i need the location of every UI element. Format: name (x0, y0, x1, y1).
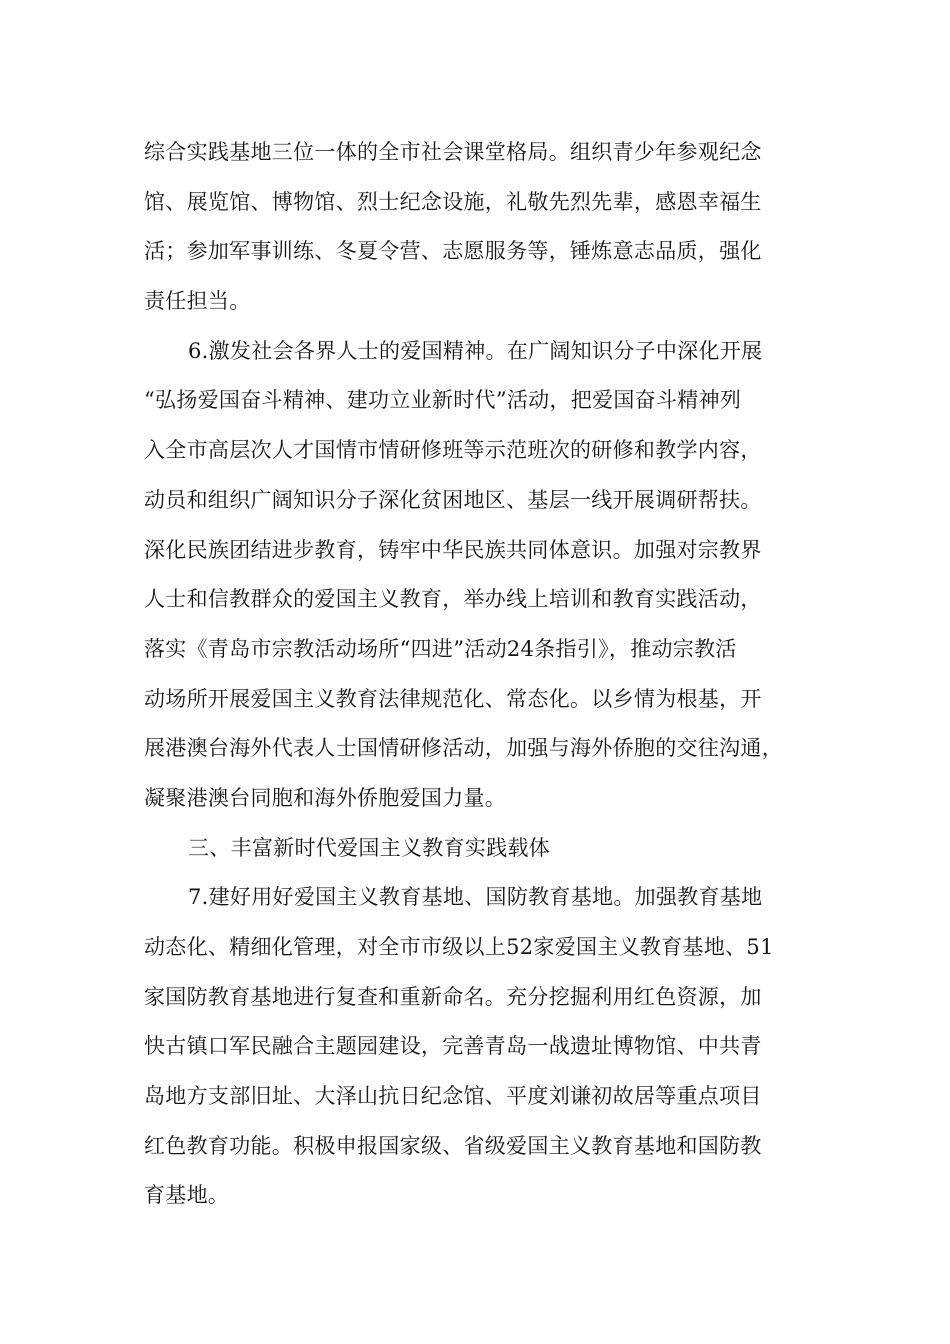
text-line: 凝聚港澳台同胞和海外侨胞爱国力量。 (144, 785, 507, 810)
section-heading: 三、丰富新时代爱国主义教育实践载体 (188, 835, 551, 860)
text-line: 快古镇口军民融合主题园建设，完善青岛一战遗址博物馆、中共青 (144, 1034, 762, 1059)
paragraph-first-line: 6.激发社会各界人士的爱国精神。在广阔知识分子中深化开展 (188, 338, 763, 363)
paragraph-first-line: 7.建好用好爱国主义教育基地、国防教育基地。加强教育基地 (188, 885, 763, 910)
text-line: 动态化、精细化管理，对全市市级以上52家爱国主义教育基地、51 (144, 935, 774, 959)
text-line: 家国防教育基地进行复查和重新命名。充分挖掘利用红色资源，加 (144, 984, 762, 1009)
text-line: 人士和信教群众的爱国主义教育，举办线上培训和教育实践活动， (144, 587, 762, 612)
text-line: “弘扬爱国奋斗精神、建功立业新时代”活动，把爱国奋斗精神列 (144, 388, 742, 413)
text-line: 综合实践基地三位一体的全市社会课堂格局。组织青少年参观纪念 (144, 140, 762, 164)
text-line: 入全市高层次人才国情市情研修班等示范班次的研修和教学内容， (144, 438, 762, 463)
text-line: 深化民族团结进步教育，铸牢中华民族共同体意识。加强对宗教界 (144, 537, 762, 562)
text-line: 落实《青岛市宗教活动场所“四进”活动24条指引》，推动宗教活 (144, 636, 737, 661)
text-line: 活；参加军事训练、冬夏令营、志愿服务等，锤炼意志品质，强化 (144, 239, 762, 264)
text-line: 动员和组织广阔知识分子深化贫困地区、基层一线开展调研帮扶。 (144, 487, 762, 512)
text-line: 责任担当。 (144, 289, 251, 314)
document-body (144, 128, 824, 1221)
text-line: 育基地。 (144, 1183, 230, 1208)
text-line: 展港澳台海外代表人士国情研修活动，加强与海外侨胞的交往沟通， (144, 736, 783, 761)
text-line: 岛地方支部旧址、大泽山抗日纪念馆、平度刘谦初故居等重点项目 (144, 1084, 762, 1109)
text-line: 动场所开展爱国主义教育法律规范化、常态化。以乡情为根基，开 (144, 686, 762, 711)
text-line: 馆、展览馆、博物馆、烈士纪念设施，礼敬先烈先辈，感恩幸福生 (144, 189, 762, 214)
text-line: 红色教育功能。积极申报国家级、省级爱国主义教育基地和国防教 (144, 1133, 762, 1158)
